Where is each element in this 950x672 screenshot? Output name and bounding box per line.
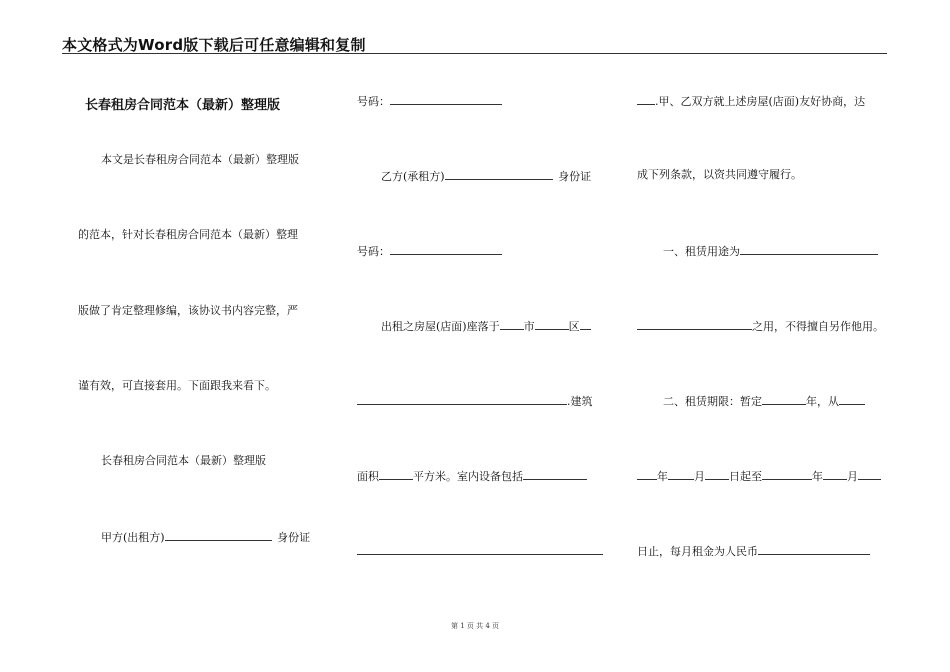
id-number-blank-2 — [390, 243, 502, 255]
usage-blank-2 — [637, 318, 752, 330]
district-label: 区 — [568, 320, 580, 333]
col3-rent-line — [637, 543, 870, 559]
usage-blank — [740, 243, 878, 255]
col2-area-line — [357, 468, 587, 484]
col3-term-line — [663, 393, 865, 409]
area-label: 面积 — [357, 470, 379, 483]
col3-dates-line — [637, 468, 881, 484]
col3-usage-continued-line — [637, 318, 884, 334]
start-year-label: 年 — [657, 470, 668, 483]
equipment-label: 平方米。室内设备包括 — [413, 470, 523, 483]
party-a-id-label: 身份证 — [277, 531, 311, 544]
rent-blank — [758, 543, 870, 555]
col2-location-line — [381, 318, 591, 334]
col1-paragraph-line-1: 本文是长春租房合同范本（最新）整理版 — [101, 153, 299, 166]
id-number-label: 号码： — [357, 95, 390, 108]
col1-paragraph-line-4: 谨有效，可直接套用。下面跟我来看下。 — [78, 379, 276, 392]
party-a-blank — [165, 529, 272, 541]
start-year-blank — [637, 468, 657, 480]
end-day-blank — [858, 468, 881, 480]
party-b-id-label: 身份证 — [558, 170, 592, 183]
equipment-blank — [523, 468, 587, 480]
party-b-label: 乙方(承租方) — [381, 170, 445, 183]
term-years-blank — [762, 393, 806, 405]
area-blank — [379, 468, 413, 480]
term-start-blank — [839, 393, 865, 405]
city-label: 市 — [523, 320, 535, 333]
agreement-text: .甲、乙双方就上述房屋(店面)友好协商，达 — [655, 95, 866, 108]
col2-building-line — [357, 393, 593, 409]
page-header: 本文格式为Word版下载后可任意编辑和复制 — [62, 36, 366, 54]
start-day-label: 日起至 — [729, 470, 762, 483]
document-title: 长春租房合同范本（最新）整理版 — [85, 98, 281, 113]
col2-party-b-line — [381, 168, 591, 184]
col1-paragraph-line-2: 的范本，针对长春租房合同范本（最新）整理 — [78, 228, 298, 241]
col2-id-number-line-1 — [357, 93, 502, 109]
building-blank — [357, 393, 567, 405]
building-label: .建筑 — [567, 395, 593, 408]
party-a-label: 甲方(出租方) — [101, 531, 165, 544]
end-month-label: 月 — [847, 470, 858, 483]
start-month-label: 月 — [694, 470, 705, 483]
col3-agreement-line — [637, 93, 865, 109]
end-year-label: 年 — [812, 470, 823, 483]
page-number: 第 1 页 共 4 页 — [450, 622, 500, 630]
col1-subtitle: 长春租房合同范本（最新）整理版 — [101, 454, 266, 467]
party-b-blank — [445, 168, 553, 180]
col3-terms-line: 成下列条款，以资共同遵守履行。 — [637, 168, 802, 181]
col2-equipment-continued-line — [357, 543, 603, 559]
equipment-blank-2 — [357, 543, 603, 555]
end-year-blank — [762, 468, 812, 480]
id-number-label-2: 号码： — [357, 245, 390, 258]
district-blank — [535, 318, 569, 330]
start-month-blank — [668, 468, 694, 480]
agreement-blank — [637, 93, 655, 105]
term-label: 二、租赁期限：暂定 — [663, 395, 762, 408]
term-year-label: 年，从 — [806, 395, 839, 408]
rent-label: 日止，每月租金为人民币 — [637, 545, 758, 558]
col1-party-a-line — [101, 529, 310, 545]
end-month-blank — [823, 468, 847, 480]
col2-id-number-line-2 — [357, 243, 502, 259]
id-number-blank — [390, 93, 502, 105]
usage-restriction: 之用，不得擅自另作他用。 — [752, 320, 884, 333]
col1-paragraph-line-3: 版做了肯定整理修编，该协议书内容完整，严 — [78, 304, 298, 317]
col3-usage-line — [663, 243, 878, 259]
start-day-blank — [705, 468, 729, 480]
address-blank — [580, 318, 591, 330]
location-label: 出租之房屋(店面)座落于 — [381, 320, 500, 333]
header-divider — [62, 53, 887, 54]
city-blank — [500, 318, 524, 330]
usage-label: 一、租赁用途为 — [663, 245, 740, 258]
